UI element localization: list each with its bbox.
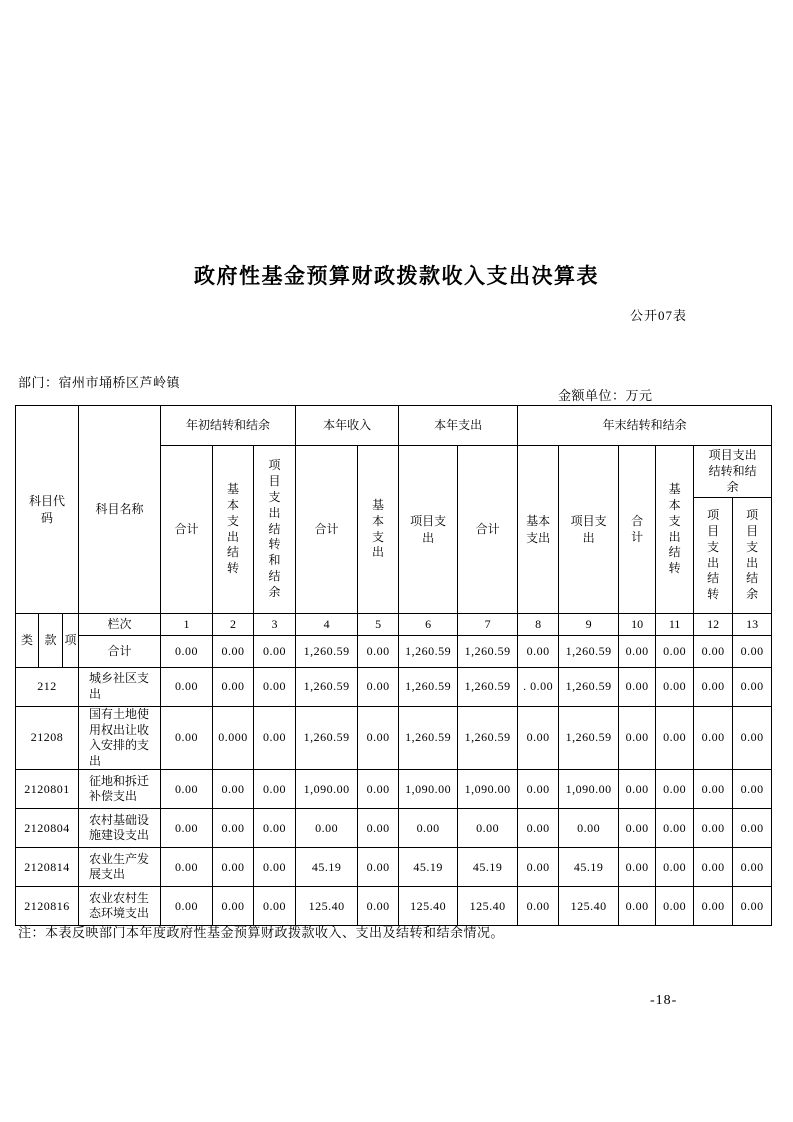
value-cell: 0.00 [619, 668, 656, 707]
value-cell: 0.00 [694, 770, 733, 809]
lanci-label: 栏次 [79, 614, 161, 636]
table-row [16, 668, 772, 707]
subject-name-text: 农业生产发展支出 [89, 851, 150, 882]
code-sub-lei: 类 [16, 614, 39, 668]
subject-name-cell [79, 848, 161, 887]
value-cell: 0.00 [161, 636, 213, 668]
subgroup-project-balance-header [694, 446, 772, 498]
value-cell: 0.00 [161, 887, 213, 926]
column-number-cell: 1 [161, 614, 213, 636]
value-cell: 0.00 [161, 848, 213, 887]
value-cell: 0.00 [656, 707, 694, 770]
col-header-2 [213, 446, 254, 614]
subgroup-project-balance-text: 项目支出结转和结余 [708, 448, 757, 495]
column-number-cell: 8 [518, 614, 559, 636]
col-header-5-text: 基本支出 [372, 497, 385, 560]
value-cell: 0.00 [619, 707, 656, 770]
subject-code-cell: 2120814 [16, 848, 79, 887]
value-cell: 0.00 [733, 668, 772, 707]
value-cell: 0.00 [656, 668, 694, 707]
total-row-label: 合计 [79, 636, 161, 668]
value-cell: 1,260.59 [296, 707, 358, 770]
value-cell: 0.00 [161, 770, 213, 809]
value-cell: 0.00 [694, 848, 733, 887]
value-cell: 0.00 [619, 636, 656, 668]
value-cell: 0.00 [694, 668, 733, 707]
value-cell: 1,260.59 [399, 636, 458, 668]
subject-code-cell: 212 [16, 668, 79, 707]
value-cell: 0.00 [694, 887, 733, 926]
column-number-cell: 3 [254, 614, 296, 636]
value-cell: 0.00 [518, 770, 559, 809]
value-cell: 0.00 [254, 770, 296, 809]
value-cell: 0.00 [358, 809, 399, 848]
value-cell: 0.00 [619, 848, 656, 887]
value-cell: 0.00 [559, 809, 619, 848]
footnote: 注：本表反映部门本年度政府性基金预算财政拨款收入、支出及结转和结余情况。 [18, 925, 505, 940]
value-cell: 1,260.59 [296, 668, 358, 707]
col-header-9 [559, 446, 619, 614]
value-cell: 0.00 [254, 668, 296, 707]
col-header-8-text: 基本支出 [526, 513, 551, 545]
column-number-cell: 12 [694, 614, 733, 636]
value-cell: 0.00 [213, 809, 254, 848]
code-sub-xiang: 项 [63, 614, 79, 668]
value-cell: 0.00 [656, 887, 694, 926]
value-cell: 1,260.59 [296, 636, 358, 668]
col-header-6 [399, 446, 458, 614]
column-number-cell: 10 [619, 614, 656, 636]
value-cell: 1,260.59 [458, 707, 518, 770]
value-cell: 125.40 [296, 887, 358, 926]
col-header-12 [694, 498, 733, 614]
value-cell: 0.00 [161, 809, 213, 848]
subject-code-cell: 2120816 [16, 887, 79, 926]
column-number-cell: 5 [358, 614, 399, 636]
subject-name-text: 城乡社区支出 [89, 671, 150, 701]
col-header-13 [733, 498, 772, 614]
col-header-10-text: 合计 [631, 513, 644, 544]
group-end-year-balance: 年末结转和结余 [518, 406, 772, 446]
budget-table [15, 405, 772, 926]
table-row [16, 770, 772, 809]
value-cell: 0.00 [254, 707, 296, 770]
value-cell: 45.19 [296, 848, 358, 887]
col-header-4: 合计 [296, 446, 358, 614]
value-cell: . 0.00 [518, 668, 559, 707]
value-cell: 0.00 [213, 770, 254, 809]
col-header-8 [518, 446, 559, 614]
subject-name-header: 科目名称 [79, 406, 161, 614]
value-cell: 0.00 [694, 707, 733, 770]
value-cell: 125.40 [458, 887, 518, 926]
page-number: -18- [650, 993, 678, 1008]
value-cell: 0.00 [213, 887, 254, 926]
column-number-cell: 2 [213, 614, 254, 636]
col-header-3-text: 项目支出结转和结余 [268, 458, 281, 599]
subject-name-cell [79, 809, 161, 848]
value-cell: 0.00 [733, 636, 772, 668]
col-header-9-text: 项目支出 [570, 513, 607, 545]
table-row-total [16, 636, 772, 668]
value-cell: 0.00 [656, 809, 694, 848]
value-cell: 0.00 [358, 707, 399, 770]
value-cell: 1,090.00 [296, 770, 358, 809]
value-cell: 0.00 [254, 636, 296, 668]
value-cell: 1,260.59 [399, 707, 458, 770]
subject-name-cell [79, 770, 161, 809]
value-cell: 0.00 [733, 707, 772, 770]
value-cell: 0.00 [733, 809, 772, 848]
col-header-6-text: 项目支出 [410, 513, 447, 545]
subject-code-header-text: 科目代码 [29, 493, 66, 525]
value-cell: 1,260.59 [458, 668, 518, 707]
column-number-cell: 4 [296, 614, 358, 636]
value-cell: 0.00 [358, 636, 399, 668]
value-cell: 0.00 [518, 707, 559, 770]
value-cell: 45.19 [458, 848, 518, 887]
table-row [16, 848, 772, 887]
value-cell: 125.40 [559, 887, 619, 926]
subject-code-header [16, 406, 79, 614]
subject-name-text: 国有土地使用权出让收入安排的支出 [89, 707, 150, 768]
column-number-cell: 13 [733, 614, 772, 636]
value-cell: 0.00 [296, 809, 358, 848]
value-cell: 0.00 [656, 770, 694, 809]
subject-name-text: 农业农村生态环境支出 [89, 890, 150, 921]
col-header-7: 合计 [458, 446, 518, 614]
value-cell: 0.00 [518, 809, 559, 848]
value-cell: 0.00 [733, 848, 772, 887]
group-begin-year-balance: 年初结转和结余 [161, 406, 296, 446]
value-cell: 0.00 [213, 636, 254, 668]
col-header-11-text: 基本支出结转 [668, 482, 681, 576]
department-label: 部门：宿州市埇桥区芦岭镇 [18, 375, 181, 390]
value-cell: 0.000 [213, 707, 254, 770]
public-table-number: 公开07表 [629, 308, 687, 323]
column-number-cell: 11 [656, 614, 694, 636]
value-cell: 0.00 [694, 636, 733, 668]
col-header-11 [656, 446, 694, 614]
value-cell: 1,260.59 [559, 668, 619, 707]
column-number-cell: 9 [559, 614, 619, 636]
value-cell: 0.00 [518, 848, 559, 887]
col-header-5 [358, 446, 399, 614]
value-cell: 0.00 [733, 887, 772, 926]
value-cell: 0.00 [358, 887, 399, 926]
value-cell: 0.00 [254, 887, 296, 926]
value-cell: 0.00 [254, 848, 296, 887]
subject-name-text: 征地和拆迁补偿支出 [89, 773, 150, 804]
value-cell: 0.00 [161, 707, 213, 770]
col-header-2-text: 基本支出结转 [227, 482, 240, 576]
col-header-13-text: 项目支出结余 [746, 508, 759, 602]
value-cell: 1,260.59 [399, 668, 458, 707]
value-cell: 1,090.00 [399, 770, 458, 809]
value-cell: 0.00 [694, 809, 733, 848]
page-title: 政府性基金预算财政拨款收入支出决算表 [194, 264, 599, 288]
col-header-1: 合计 [161, 446, 213, 614]
code-sub-kuan: 款 [39, 614, 63, 668]
value-cell: 0.00 [254, 809, 296, 848]
value-cell: 1,260.59 [559, 636, 619, 668]
subject-name-cell [79, 668, 161, 707]
subject-code-cell: 2120804 [16, 809, 79, 848]
value-cell: 0.00 [656, 636, 694, 668]
value-cell: 0.00 [358, 848, 399, 887]
value-cell: 0.00 [358, 668, 399, 707]
subject-code-cell: 21208 [16, 707, 79, 770]
value-cell: 125.40 [399, 887, 458, 926]
value-cell: 0.00 [518, 887, 559, 926]
value-cell: 0.00 [213, 668, 254, 707]
col-header-10 [619, 446, 656, 614]
col-header-12-text: 项目支出结转 [707, 508, 720, 602]
value-cell: 0.00 [619, 770, 656, 809]
value-cell: 0.00 [619, 887, 656, 926]
table-row [16, 707, 772, 770]
value-cell: 0.00 [458, 809, 518, 848]
value-cell: 0.00 [213, 848, 254, 887]
col-header-3 [254, 446, 296, 614]
subject-code-cell: 2120801 [16, 770, 79, 809]
value-cell: 0.00 [399, 809, 458, 848]
subject-name-cell [79, 707, 161, 770]
value-cell: 1,260.59 [458, 636, 518, 668]
subject-name-text: 农村基础设施建设支出 [89, 812, 150, 843]
value-cell: 1,090.00 [559, 770, 619, 809]
value-cell: 1,260.59 [559, 707, 619, 770]
value-cell: 45.19 [399, 848, 458, 887]
group-header-row [16, 406, 772, 446]
value-cell: 0.00 [733, 770, 772, 809]
group-current-year-expenditure: 本年支出 [399, 406, 518, 446]
value-cell: 0.00 [358, 770, 399, 809]
value-cell: 1,090.00 [458, 770, 518, 809]
subject-name-cell [79, 887, 161, 926]
unit-label: 金额单位：万元 [558, 388, 653, 403]
column-number-cell: 6 [399, 614, 458, 636]
value-cell: 45.19 [559, 848, 619, 887]
column-number-cell: 7 [458, 614, 518, 636]
table-row [16, 887, 772, 926]
table-row [16, 809, 772, 848]
column-number-row [16, 614, 772, 636]
value-cell: 0.00 [518, 636, 559, 668]
value-cell: 0.00 [619, 809, 656, 848]
value-cell: 0.00 [656, 848, 694, 887]
value-cell: 0.00 [161, 668, 213, 707]
group-current-year-income: 本年收入 [296, 406, 399, 446]
